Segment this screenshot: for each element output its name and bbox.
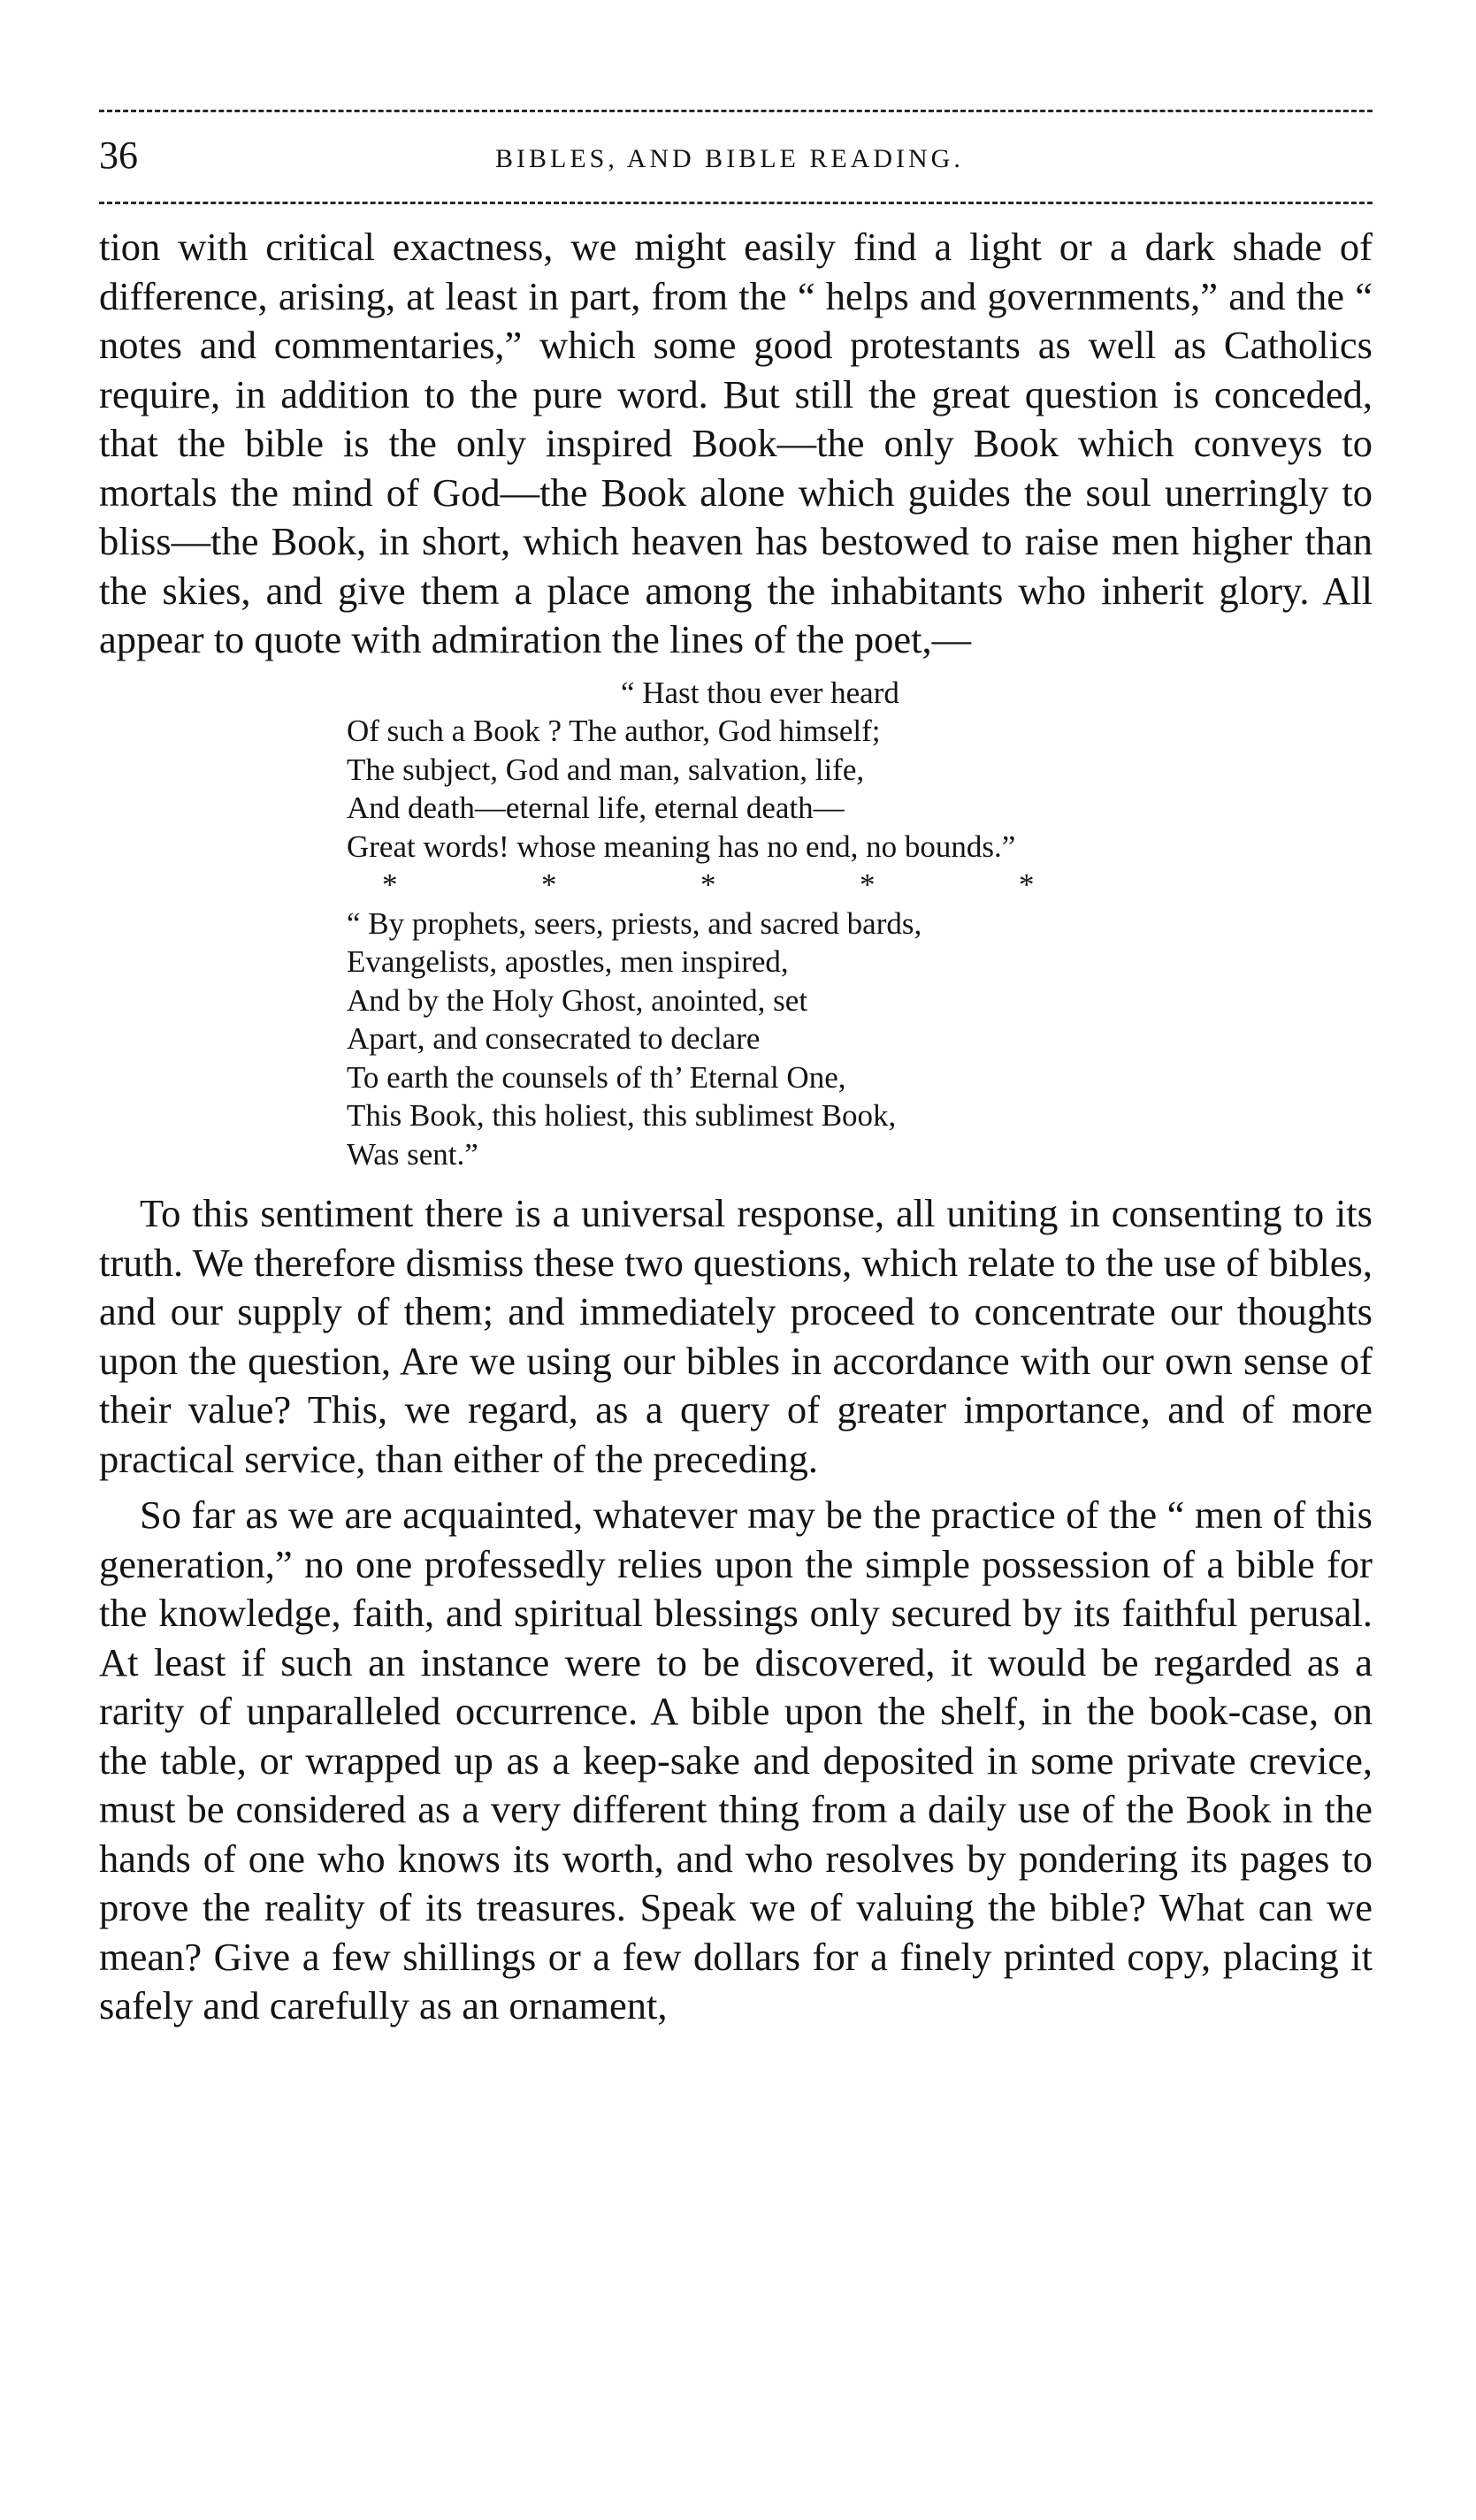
- paragraph: To this sentiment there is a universal response, all uniting in consenting to its truth. We therefore dismiss these two questions, which relate to the use of bibles, and our supply of them; and immediately proceed to concentrate our thoughts upon the question, Are we using our bibles in accordance with our own sense of their value? This, we regard, as a query of greater importance, and of more practical service, than either of the preceding.: [99, 1191, 1373, 1481]
- paragraph-continued: tion with critical exactness, we might easily find a light or a dark shade of difference, arising, at least in part, from the “ helps and governments,” and the “ notes and commentaries,” which some good protestants as well as Catholics require, in addition to the pure word. But still the great question is conceded, that the bible is the only inspired Book—the only Book which conveys to mortals the mind of God—the Book alone which guides the soul unerringly to bliss—the Book, in short, which heaven has bestowed to raise men higher than the skies, and give them a place among the inhabitants who inherit glory. All appear to quote with admiration the lines of the poet,—: [99, 225, 1373, 661]
- poem-line: Apart, and consecrated to declare: [347, 1021, 761, 1056]
- poem-line: Evangelists, apostles, men inspired,: [347, 944, 789, 979]
- paragraph: So far as we are acquainted, whatever may be the practice of the “ men of this generation,” no one professedly relies upon the simple possession of a bible for the knowledge, faith, and spiritual blessings only secured by its faithful perusal. At least if such an instance were to be discovered, it would be regarded as a rarity of unparalleled occurrence. A bible upon the shelf, in the book-case, on the table, or wrapped up as a keep-sake and deposited in some private crevice, must be considered as a very different thing from a daily use of the Book in the hands of one who knows its worth, and who resolves by pondering its pages to prove the reality of its treasures. Speak we of valuing the bible? What can we mean? Give a few shillings or a few dollars for a finely printed copy, placing it safely and carefully as an ornament,: [99, 1493, 1373, 2027]
- running-head: BIBLES, AND BIBLE READING.: [495, 144, 964, 173]
- poem-line: “ By prophets, seers, priests, and sacred bards,: [347, 905, 922, 941]
- poem-quotation: [99, 674, 1373, 1174]
- poem-line: And death—eternal life, eternal death—: [347, 790, 845, 825]
- poem-line: This Book, this holiest, this sublimest Book,: [347, 1098, 897, 1133]
- poem-line: To earth the counsels of th’ Eternal One,: [347, 1059, 846, 1095]
- poem-line: And by the Holy Ghost, anointed, set: [347, 982, 808, 1018]
- page-number: 36: [99, 134, 138, 177]
- star-mark: *: [700, 867, 716, 902]
- poem-line: The subject, God and man, salvation, life,: [347, 752, 865, 787]
- star-mark: *: [1019, 867, 1035, 902]
- poem-line: “ Hast thou ever heard: [621, 675, 899, 710]
- poem-line: Of such a Book ? The author, God himself;: [347, 714, 881, 748]
- poem-ellipsis-stars: [347, 866, 1373, 905]
- poem-line: Was sent.”: [347, 1136, 478, 1172]
- body-text: [99, 223, 1373, 2031]
- header-top-rule: [99, 110, 1373, 112]
- star-mark: *: [382, 867, 398, 902]
- poem-line: Great words! whose meaning has no end, no bounds.”: [347, 829, 1016, 864]
- star-mark: *: [541, 867, 557, 902]
- star-mark: *: [860, 867, 876, 902]
- header-bottom-rule: [99, 202, 1373, 204]
